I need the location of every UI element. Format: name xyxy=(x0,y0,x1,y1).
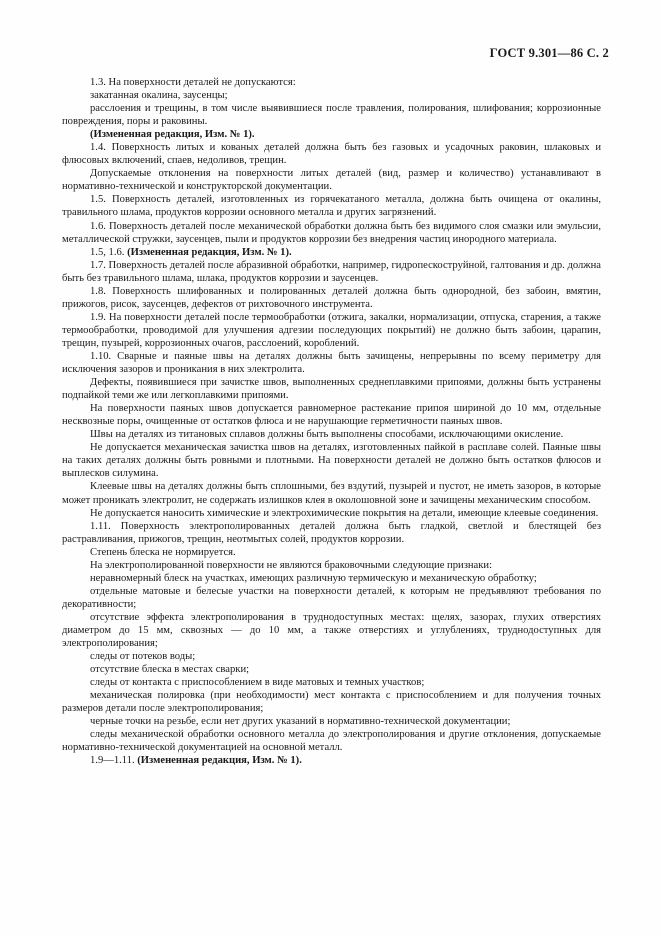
paragraph-prefix: 1.5, 1.6. xyxy=(90,246,128,258)
page-header: ГОСТ 9.301—86 С. 2 xyxy=(489,46,609,60)
paragraph: 1.5. Поверхность деталей, изготовленных из горячекатаного металла, должна быть очищена от окалины, травильного шлама, продуктов коррозии основного металла и других загрязнений. xyxy=(62,194,601,219)
paragraph: (Измененная редакция, Изм. № 1). xyxy=(90,129,255,141)
paragraph: 1.8. Поверхность шлифованных и полированных деталей должна быть однородной, без забоин, вмятин, прижогов, рисок, заусенцев, дефектов от рихтовочного инструмента. xyxy=(62,285,601,310)
paragraph: 1.7. Поверхность деталей после абразивной обработки, например, гидропескоструйной, галтования и др. должна быть без травильного шлама, шлака, продуктов коррозии и заусенцев. xyxy=(62,259,601,284)
paragraph: Клеевые швы на деталях должны быть сплошными, без вздутий, пузырей и пустот, не иметь зазоров, в которые может проникать электролит, не содержать излишков клея в околошовной зоне и зачищены механическим способом. xyxy=(62,481,601,506)
paragraph-prefix: 1.9—1.11. xyxy=(90,755,138,767)
paragraph xyxy=(62,754,601,767)
document-body xyxy=(62,76,601,767)
paragraph xyxy=(62,246,601,259)
paragraph: Дефекты, появившиеся при зачистке швов, выполненных среднеплавкими припоями, должны быть устранены подпайкой теми же или легкоплавкими припоями. xyxy=(62,377,601,402)
paragraph: отсутствие блеска в местах сварки; xyxy=(90,664,250,676)
paragraph: механическая полировка (при необходимости) мест контакта с приспособлением и для получения точных размеров детали после электрополирования; xyxy=(62,690,601,715)
paragraph: следы от контакта с приспособлением в виде матовых и темных участков; xyxy=(90,677,425,689)
revision-note: (Измененная редакция, Изм. № 1). xyxy=(127,246,292,258)
paragraph: закатанная окалина, заусенцы; xyxy=(90,90,228,102)
paragraph: 1.10. Сварные и паяные швы на деталях должны быть зачищены, непрерывны по всему периметру для исключения зазоров и проникания в них электролита. xyxy=(62,350,601,376)
paragraph: 1.9. На поверхности деталей после термообработки (отжига, закалки, нормализации, отпуска, старения, а также термообработки, проводимой для улучшения адгезии последующих покрытий) не должно быть забоин, царапин, трещин, пузырей, коррозионных очагов, расслоений, короблений. xyxy=(62,311,601,349)
paragraph: Допускаемые отклонения на поверхности литых деталей (вид, размер и количество) устанавливают в нормативно-технической и конструкторской документации. xyxy=(62,168,601,193)
paragraph: Не допускается механическая зачистка швов на деталях, изготовленных пайкой в расплаве солей. Паяные швы на таких деталях должны быть ровными и плотными. На поверхности деталей не должно быть остатков флюсов и выплесков силумина. xyxy=(62,442,601,480)
paragraph: 1.3. На поверхности деталей не допускаются: xyxy=(90,77,296,88)
paragraph: следы от потеков воды; xyxy=(90,651,196,663)
paragraph: На электрополированной поверхности не являются браковочными следующие признаки: xyxy=(90,559,493,571)
paragraph: следы механической обработки основного металла до электрополирования и другие отклонения, допускаемые нормативно-технической документацией на основной металл. xyxy=(62,729,601,754)
paragraph: 1.4. Поверхность литых и кованых деталей должна быть без газовых и усадочных раковин, шлаковых и флюсовых включений, спаев, недоливов, трещин. xyxy=(62,142,601,167)
paragraph: неравномерный блеск на участках, имеющих различную термическую и механическую обработку; xyxy=(90,572,537,584)
revision-note: (Измененная редакция, Изм. № 1). xyxy=(137,755,302,767)
paragraph: отдельные матовые и белесые участки на поверхности деталей, к которым не предъявляют требования по декоративности; xyxy=(62,585,601,610)
paragraph: расслоения и трещины, в том числе выявившиеся после травления, полирования, шлифования; коррозионные повреждения, поры и раковины. xyxy=(62,103,601,128)
paragraph: 1.11. Поверхность электрополированных деталей должна быть гладкой, светлой и блестящей без растравливания, прижогов, трещин, неотмытых солей, продуктов коррозии. xyxy=(62,520,601,545)
paragraph: отсутствие эффекта электрополирования в труднодоступных местах: щелях, зазорах, глухих отверстиях диаметром до 15 мм, сквозных — до 10 мм, а также отверстиях и углублениях, труднодоступных для электрополирования; xyxy=(62,611,601,650)
paragraph: Швы на деталях из титановых сплавов должны быть выполнены способами, исключающими окисление. xyxy=(90,429,564,441)
paragraph: Не допускается наносить химические и электрохимические покрытия на детали, имеющие клеевые соединения. xyxy=(90,507,599,519)
paragraph: 1.6. Поверхность деталей после механической обработки должна быть без видимого слоя смазки или эмульсии, металлической стружки, заусенцев, пыли и продуктов коррозии без внедрения частиц инородного материала. xyxy=(62,220,601,245)
paragraph: Степень блеска не нормируется. xyxy=(90,546,236,558)
paragraph: черные точки на резьбе, если нет других указаний в нормативно-технической документации; xyxy=(90,716,511,728)
paragraph: На поверхности паяных швов допускается равномерное растекание припоя шириной до 10 мм, отдельные несквозные поры, очищенные от остатков флюса и не нарушающие герметичности паяных швов. xyxy=(62,403,601,428)
